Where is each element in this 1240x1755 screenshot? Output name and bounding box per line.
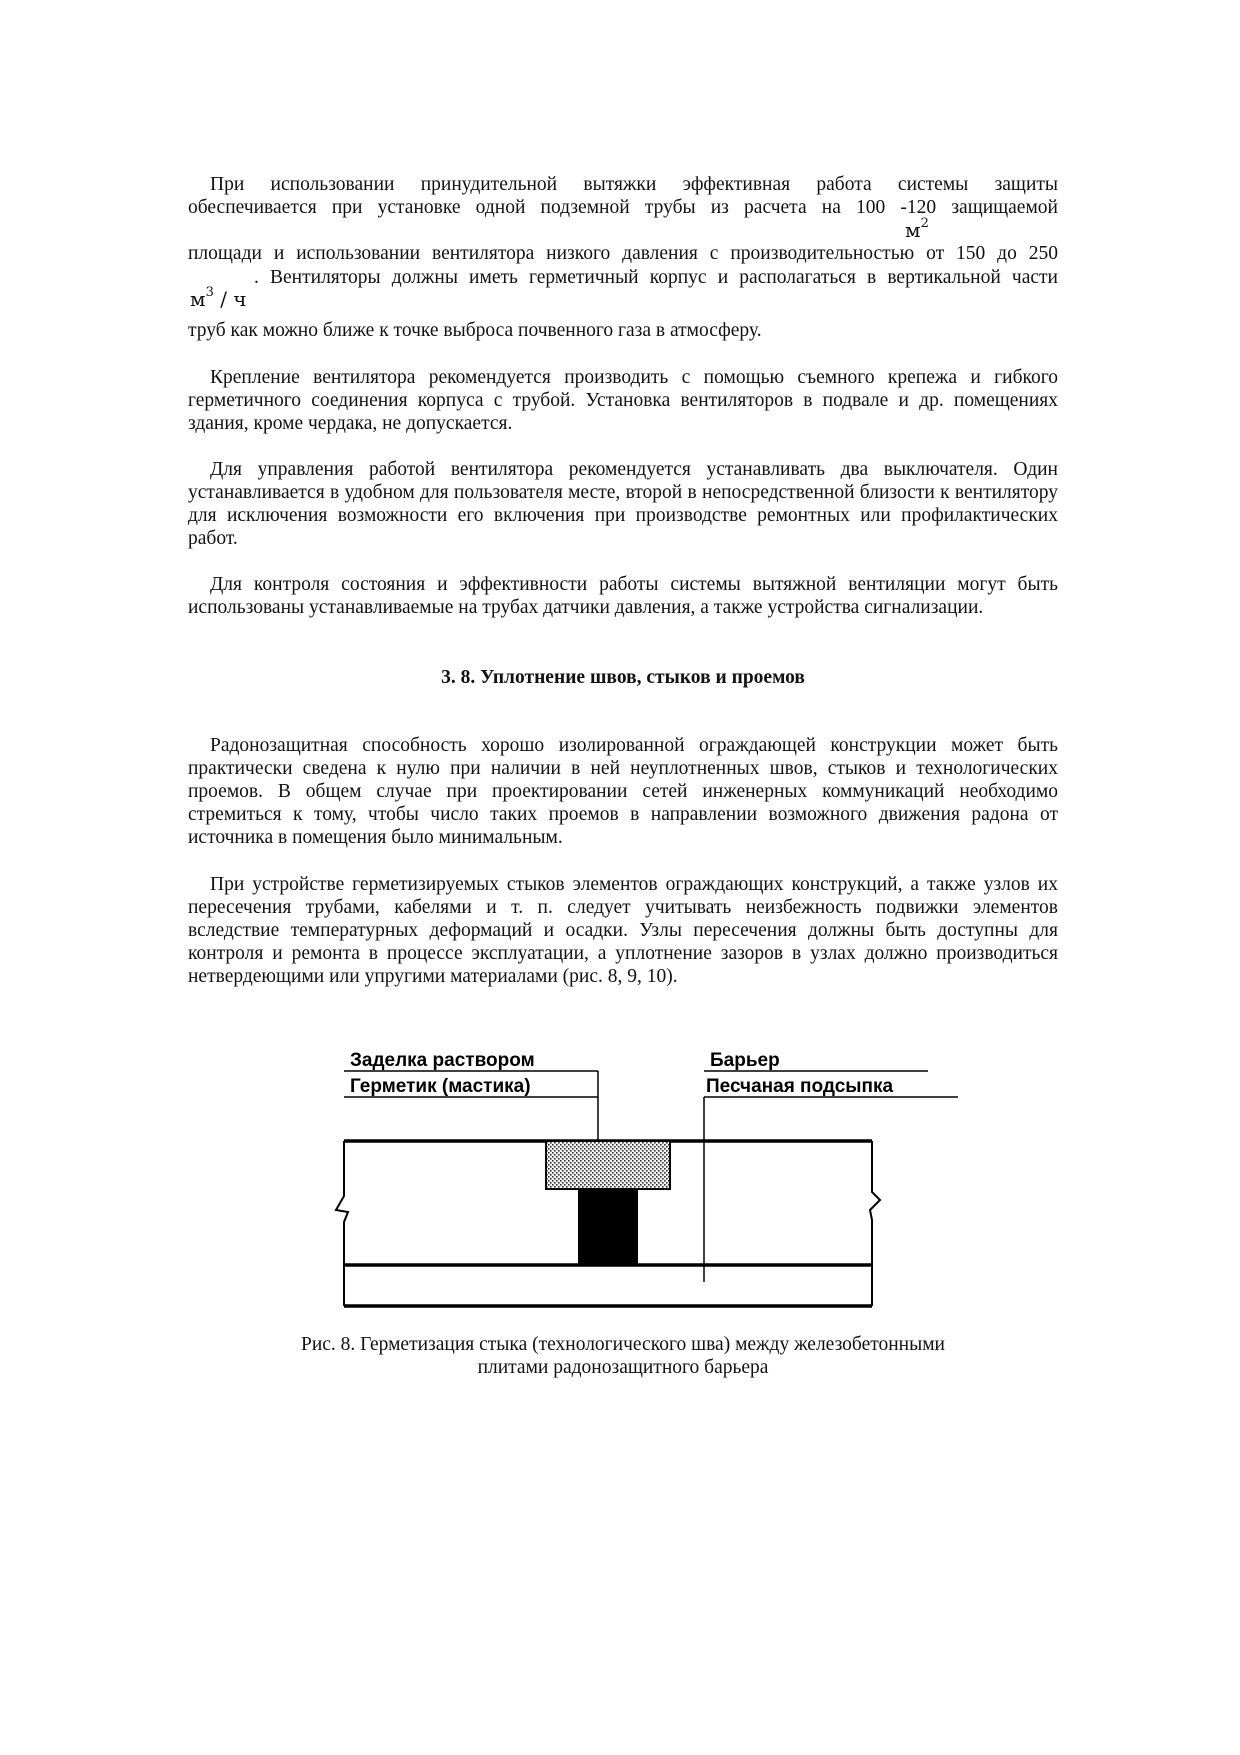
- sealant-fill: [546, 1141, 670, 1189]
- paragraph-joint-sealing: При устройстве герметизируемых стыков элементов ограждающих конструкций, а также узлов их пересечения трубами, кабелями и т. п. следует учитывать неизбежность подвижки элементов вследствие температурных деформаций и осадки. Узлы пересечения должны быть доступны для контроля и ремонта в процессе эксплуатации, а уплотнение зазоров в узлах должно производиться нетвердеющими или упругими материалами (рис. 8, 9, 10).: [188, 874, 1058, 987]
- paragraph-fan-switches: Для управления работой вентилятора рекомендуется устанавливать два выключателя. Один устанавливается в удобном для пользователя месте, второй в непосредственной близости к вентилятору для исключения возможности его включения при производстве ремонтных или профилактических работ.: [188, 459, 1058, 549]
- paragraph-seal-capacity: Радонозащитная способность хорошо изолированной ограждающей конструкции может быть практически сведена к нулю при наличии в ней неуплотненных швов, стыков и технологических проемов. В общем случае при проектировании сетей инженерных коммуникаций необходимо стремиться к тому, чтобы число таких проемов в направлении возможного движения радона от источника в помещения было минимальным.: [188, 735, 1058, 848]
- unit-square-meter: $м^2$: [905, 216, 929, 242]
- label-sand: Песчаная подсыпка: [706, 1076, 894, 1097]
- label-sealant: Герметик (мастика): [350, 1076, 531, 1097]
- mortar-fill: [578, 1189, 638, 1265]
- unit-cubic-meter-per-hour: $м^3$ / ч: [190, 285, 247, 311]
- p1-line1: При использовании принудительной вытяжки эффективная работа системы защиты: [210, 174, 1058, 195]
- p1-line2: обеспечивается при установке одной подземной трубы из расчета на 100 -120 защищаемой: [188, 197, 1058, 218]
- p1-line4: . Вентиляторы должны иметь герметичный корпус и располагаться в вертикальной части: [254, 267, 1058, 288]
- caption-line2: плитами радонозащитного барьера: [477, 1357, 769, 1378]
- figure-caption: [188, 1333, 1058, 1379]
- section-heading: 3. 8. Уплотнение швов, стыков и проемов: [441, 667, 805, 688]
- label-barrier: Барьер: [710, 1050, 780, 1071]
- paragraph-fan-mounting: Крепление вентилятора рекомендуется производить с помощью съемного крепежа и гибкого герметичного соединения корпуса с трубой. Установка вентиляторов в подвале и др. помещениях здания, кроме чердака, не допускается.: [188, 367, 1058, 434]
- paragraph-pressure-sensors: Для контроля состояния и эффективности работы системы вытяжной вентиляции могут быть использованы устанавливаемые на трубах датчики давления, а также устройства сигнализации.: [188, 574, 1058, 618]
- p1-line3: площади и использовании вентилятора низкого давления с производительностью от 150 до 250: [188, 243, 1058, 264]
- label-mortar: Заделка раствором: [350, 1050, 535, 1071]
- p1-line5: труб как можно ближе к точке выброса почвенного газа в атмосферу.: [188, 320, 762, 341]
- caption-line1: Рис. 8. Герметизация стыка (технологического шва) между железобетонными: [301, 1334, 945, 1355]
